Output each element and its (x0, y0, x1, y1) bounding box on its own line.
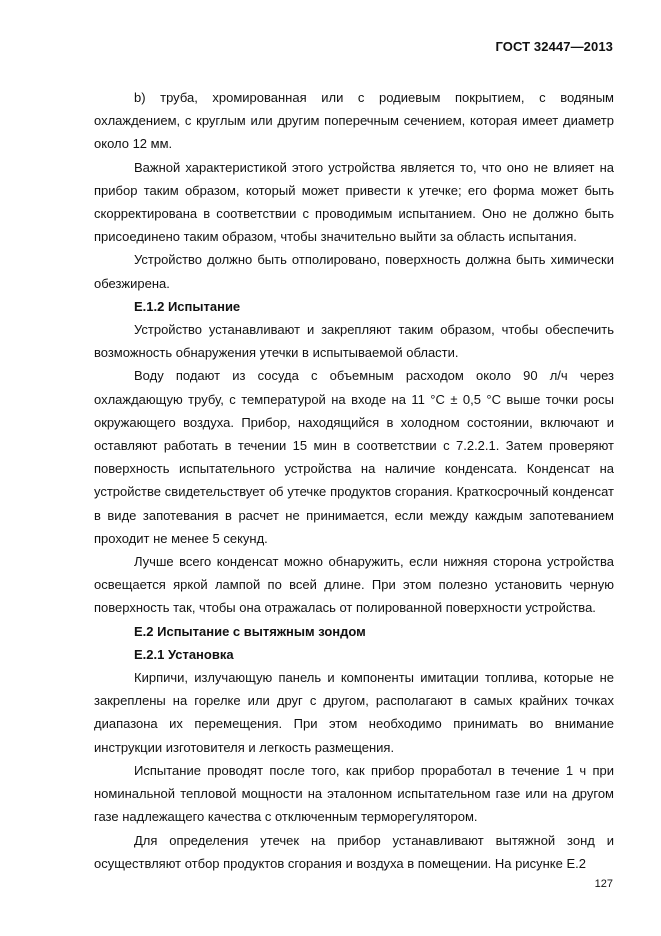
paragraph-probe-installation: Для определения утечек на прибор устанавливают вытяжной зонд и осуществляют отбор продуктов сгорания и воздуха в помещении. На рисунке Е.2 (94, 832, 614, 871)
paragraph-water-supply: Воду подают из сосуда с объемным расходом около 90 л/ч через охлаждающую трубу, с температурой на входе на 11 °С ± 0,5 °С выше точки росы окружающего воздуха. Прибор, находящийся в холодном состоянии, включают и оставляют работать в течении 15 мин в соответствии с 7.2.2.1. Затем проверяют поверхность испытательного устройства на наличие конденсата. Конденсат на устройстве свидетельствует об утечке продуктов сгорания. Краткосрочный конденсат в виде запотевания в расчет не принимается, если между каждым запотеванием проходит не менее 5 секунд. (94, 368, 614, 546)
paragraph-device-mounting: Устройство устанавливают и закрепляют таким образом, чтобы обеспечить возможность обнаружения утечки в испытываемой области. (94, 322, 614, 361)
section-heading-e2: Е.2 Испытание с вытяжным зондом (134, 623, 366, 639)
paragraph-condensate-detection: Лучше всего конденсат можно обнаружить, если нижняя сторона устройства освещается яркой лампой по всей длине. При этом полезно установить черную поверхность так, чтобы она отражалась от полированной поверхности устройства. (94, 554, 614, 616)
paragraph-bricks-placement: Кирпичи, излучающую панель и компоненты имитации топлива, которые не закреплены на горелке или друг с другом, располагают в самых крайних точках диапазона их перемещения. При этом необходимо принимать во внимание инструкции изготовителя и легкость размещения. (94, 670, 614, 755)
section-heading-e12: Е.1.2 Испытание (134, 298, 241, 314)
standard-number: ГОСТ 32447—2013 (495, 39, 613, 54)
paragraph-device-polishing: Устройство должно быть отполировано, поверхность должна быть химически обезжирена. (94, 252, 614, 291)
page-number: 127 (594, 878, 613, 890)
section-heading-e21: Е.2.1 Установка (134, 646, 234, 662)
paragraph-tube-option-b: b) труба, хромированная или с родиевым покрытием, с водяным охлаждением, с круглым или другим поперечным сечением, которая имеет диаметр около 12 мм. (94, 90, 614, 152)
paragraph-device-characteristics: Важной характеристикой этого устройства является то, что оно не влияет на прибор таким образом, который может привести к утечке; его форма может быть скорректирована в соответствии с проводимым испытанием. Оно не должно быть присоединено таким образом, чтобы значительно выйти за область испытания. (94, 159, 614, 245)
body-text (94, 86, 614, 875)
paragraph-test-conditions: Испытание проводят после того, как прибор проработал в течение 1 ч при номинальной тепловой мощности на эталонном испытательном газе или на другом газе надлежащего качества с отключенным терморегулятором. (94, 762, 614, 825)
